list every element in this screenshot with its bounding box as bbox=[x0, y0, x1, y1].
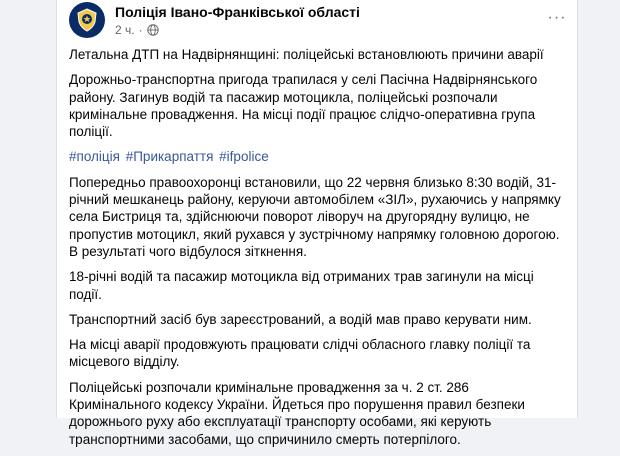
post-paragraph-4: Транспортний засіб був зареєстрований, а водій мав право керувати ним. bbox=[69, 311, 532, 327]
hashtags bbox=[69, 148, 563, 165]
globe-icon bbox=[147, 24, 159, 36]
post-card bbox=[56, 0, 578, 447]
hashtag-link[interactable]: #поліція bbox=[69, 149, 120, 165]
hashtag-link[interactable]: #Прикарпаття bbox=[125, 149, 214, 165]
post-paragraph-6: Поліцейські розпочали кримінальне провадження за ч. 2 ст. 286 Кримінального кодексу України. Йдеться про порушення правил безпеки дорожнього руху або експлуатації транспорту особами, які керують транспортними засобами, що спричинило смерть потерпілого. bbox=[69, 379, 525, 447]
meta-separator: · bbox=[138, 23, 143, 37]
post-title: Летальна ДТП на Надвірнянщині: поліцейські встановлюють причини аварії bbox=[69, 47, 544, 62]
post-paragraph-5: На місці аварії продовжують працювати слідчі обласного главку поліції та місцевого відділу. bbox=[69, 337, 531, 370]
post-header bbox=[57, 0, 577, 42]
page-avatar[interactable] bbox=[69, 2, 105, 38]
post-meta bbox=[115, 23, 159, 37]
post-timestamp[interactable]: 2 ч. bbox=[115, 23, 135, 37]
post-paragraph-2: Попередньо правоохоронці встановили, що 22 червня близько 8:30 водій, 31-річний мешканець району, керуючи автомобілем «ЗІЛ», рухаючись у напрямку села Бистриця та, здійснюючи поворот ліворуч на другорядну вулицю, не пропустив мотоцикл, який рухався у зустрічному напрямку головною дорогою. В результаті чого відбулося зіткнення. bbox=[69, 174, 561, 259]
hashtag-link[interactable]: #ifpolice bbox=[219, 149, 269, 165]
more-horizontal-icon[interactable]: ··· bbox=[547, 9, 567, 26]
page-name-link[interactable]: Поліція Івано-Франківської області bbox=[115, 4, 360, 20]
post-paragraph-1: Дорожньо-транспортна пригода трапилася у селі Пасічна Надвірнянського району. Загинув водій та пасажир мотоцикла, поліцейські розпочали кримінальне провадження. На місці події працює слідчо-оперативна група поліції. bbox=[69, 72, 538, 140]
police-badge-icon bbox=[74, 7, 100, 33]
post-paragraph-3: 18-річні водій та пасажир мотоцикла від отриманих трав загинули на місці події. bbox=[69, 269, 534, 302]
post-body bbox=[69, 46, 563, 456]
